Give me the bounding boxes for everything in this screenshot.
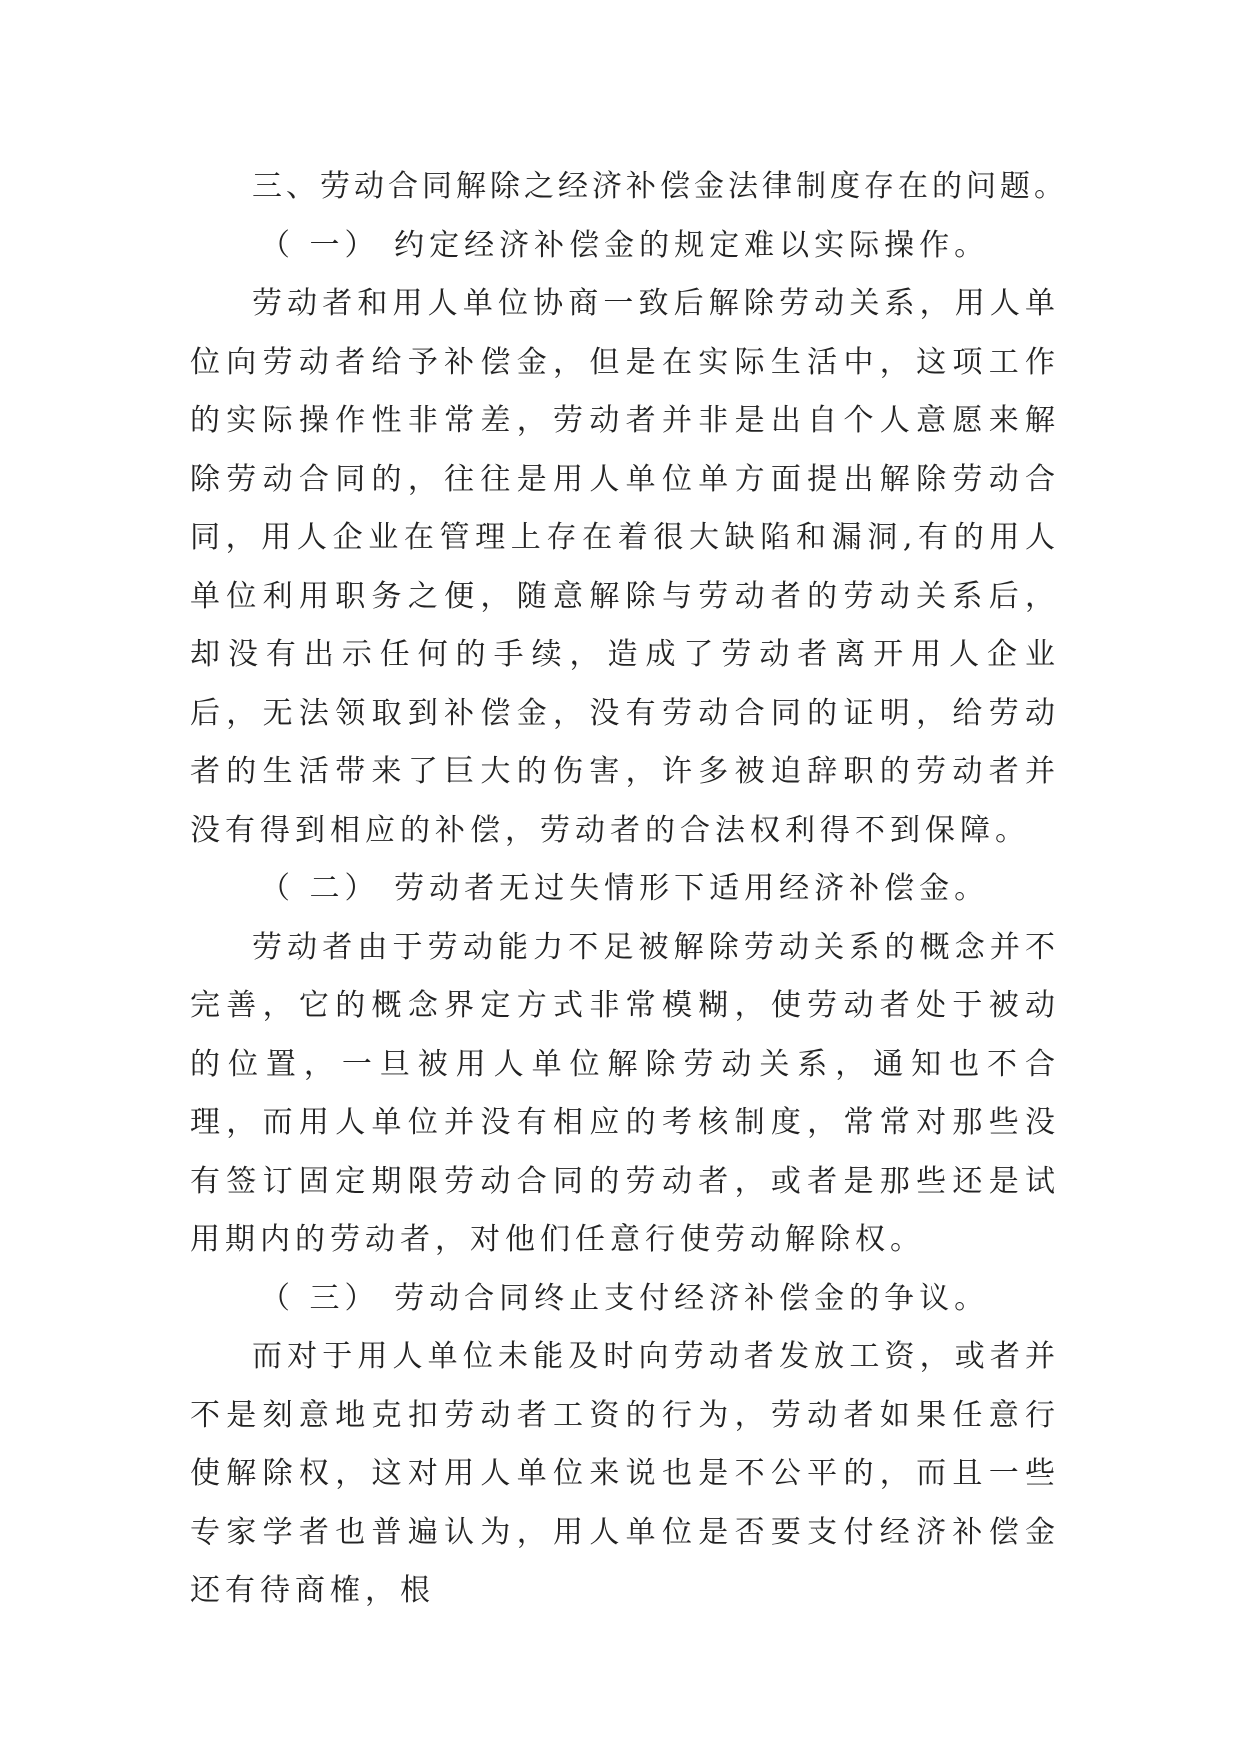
section-title: 三、劳动合同解除之经济补偿金法律制度存在的问题。 — [252, 169, 1068, 204]
subsection-heading-1: （ 一） 约定经济补偿金的规定难以实际操作。 — [260, 227, 990, 263]
paragraph-1: 劳动者和用人单位协商一致后解除劳动关系，用人单位向劳动者给予补偿金，但是在实际生活中，这项工作的实际操作性非常差，劳动者并非是出自个人意愿来解除劳动合同的，往往是用人单位单方面提出解除劳动合同，用人企业在管理上存在着很大缺陷和漏洞,有的用人单位利用职务之便，随意解除与劳动者的劳动关系后，却没有出示任何的手续，造成了劳动者离开用人企业后，无法领取到补偿金，没有劳动合同的证明，给劳动者的生活带来了巨大的伤害，许多被迫辞职的劳动者并没有得到相应的补偿，劳动者的合法权利得不到保障。 — [190, 286, 1060, 848]
subsection-heading-2: （ 二） 劳动者无过失情形下适用经济补偿金。 — [260, 871, 990, 906]
paragraph-3: 而对于用人单位未能及时向劳动者发放工资，或者并不是刻意地克扣劳动者工资的行为，劳动者如果任意行使解除权，这对用人单位来说也是不公平的，而且一些专家学者也普遍认为，用人单位是否要支付经济补偿金还有待商榷，根 — [190, 1339, 1060, 1608]
document-body — [190, 158, 1068, 1621]
subsection-heading-3: （ 三） 劳动合同终止支付经济补偿金的争议。 — [260, 1280, 990, 1316]
paragraph-2: 劳动者由于劳动能力不足被解除劳动关系的概念并不完善，它的概念界定方式非常模糊，使劳动者处于被动的位置，一旦被用人单位解除劳动关系，通知也不合理，而用人单位并没有相应的考核制度，常常对那些没有签订固定期限劳动合同的劳动者，或者是那些还是试用期内的劳动者，对他们任意行使劳动解除权。 — [190, 929, 1060, 1257]
